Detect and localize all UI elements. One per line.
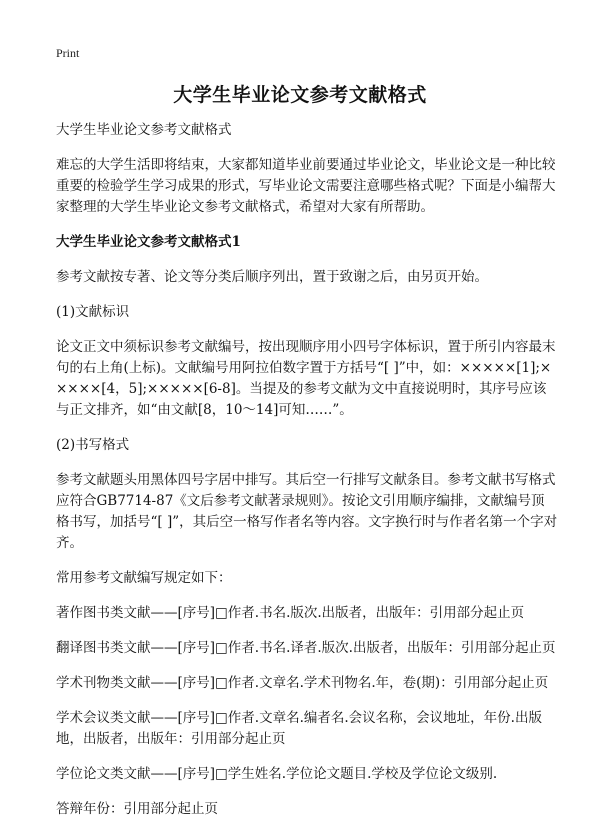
paragraph-format: 参考文献题头用黑体四号字居中排写。其后空一行排写文献条目。参考文献书写格式应符合GB7714-87《文后参考文献著录规则》。按论文引用顺序编排，文献编号顶格书写，加括号“[ ]”，其后空一格写作者名等内容。文字换行时与作者名第一个字对齐。 [56, 472, 558, 551]
rule-journals: 学术刊物类文献——[序号]□作者.文章名.学术刊物名.年，卷(期)：引用部分起止页 [56, 675, 549, 691]
paragraph-order: 参考文献按专著、论文等分类后顺序列出，置于致谢之后，由另页开始。 [56, 269, 488, 285]
subheading-identification: (1)文献标识 [56, 304, 130, 320]
section-heading: 大学生毕业论文参考文献格式1 [56, 234, 241, 250]
paragraph-identification: 论文正文中须标识参考文献编号，按出现顺序用小四号字体标识，置于所引内容最末句的右上角(上标)。文献编号用阿拉伯数字置于方括号“[ ]”中，如：×××××[1];×××××[4，5];×××××[6-8]。当提及的参考文献为文中直接说明时，其序号应该与正文排齐，如“由文献[8，10～14]可知……”。 [56, 339, 556, 418]
rule-defense-year: 答辩年份：引用部分起止页 [56, 801, 218, 817]
rule-theses: 学位论文类文献——[序号]□学生姓名.学位论文题目.学校及学位论文级别. [56, 766, 498, 782]
rule-books: 著作图书类文献——[序号]□作者.书名.版次.出版者，出版年：引用部分起止页 [56, 605, 525, 621]
print-link[interactable]: Print [56, 46, 80, 60]
rule-translations: 翻译图书类文献——[序号]□作者.书名.译者.版次.出版者，出版年：引用部分起止页 [56, 640, 556, 656]
paragraph-intro: 难忘的大学生活即将结束，大家都知道毕业前要通过毕业论文，毕业论文是一种比较重要的检验学生学习成果的形式，写毕业论文需要注意哪些格式呢？下面是小编帮大家整理的大学生毕业论文参考文献格式，希望对大家有所帮助。 [56, 157, 556, 215]
document-body [56, 120, 558, 834]
subheading-format: (2)书写格式 [56, 437, 130, 453]
paragraph-rules-intro: 常用参考文献编写规定如下： [56, 570, 232, 586]
rule-conferences: 学术会议类文献——[序号]□作者.文章名.编者名.会议名称，会议地址，年份.出版地，出版者，出版年：引用部分起止页 [56, 710, 542, 747]
paragraph-subtitle: 大学生毕业论文参考文献格式 [56, 122, 232, 138]
document-title: 大学生毕业论文参考文献格式 [173, 84, 427, 106]
